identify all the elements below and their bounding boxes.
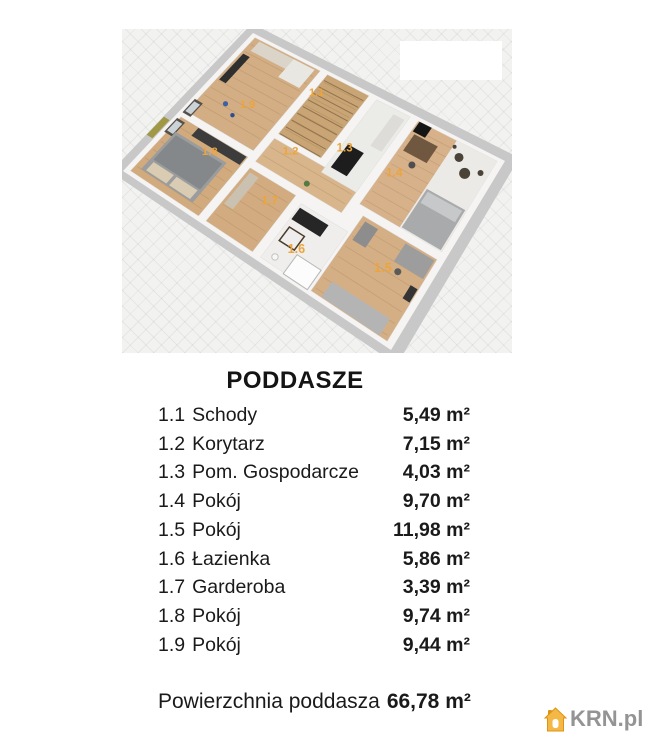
room-id: 1.2 [158, 432, 186, 455]
room-name: Schody [192, 403, 258, 426]
room-label-1.1: 1.1 [308, 87, 324, 100]
room-label-1.7: 1.7 [261, 193, 279, 208]
room-id: 1.9 [158, 633, 186, 656]
krn-watermark [543, 704, 643, 734]
total-area-line [158, 690, 471, 714]
legend-row [158, 602, 470, 631]
legend-row [158, 631, 470, 660]
room-id: 1.8 [158, 605, 186, 628]
total-area-label: Powierzchnia poddasza [158, 690, 380, 713]
furniture-toilet [272, 254, 278, 260]
floor-plan-image [122, 29, 512, 353]
room-id: 1.5 [158, 518, 186, 541]
room-area: 9,44 m² [402, 633, 470, 656]
furniture-world-map-decal [455, 153, 464, 162]
legend-row [158, 574, 470, 603]
furniture-chair [408, 162, 415, 169]
room-label-1.5: 1.5 [373, 259, 392, 275]
legend-row [158, 487, 470, 516]
furniture-chair [394, 268, 401, 275]
house-icon [543, 706, 568, 733]
furniture-plant [304, 181, 310, 187]
legend-row [158, 545, 470, 574]
room-area: 9,74 m² [402, 605, 470, 628]
room-name: Pom. Gospodarcze [192, 461, 360, 484]
room-label-1.2: 1.2 [282, 145, 299, 158]
furniture-world-map-decal [453, 145, 457, 149]
furniture-world-map-decal [478, 170, 484, 176]
room-label-1.6: 1.6 [287, 241, 306, 256]
room-name: Pokój [192, 633, 241, 656]
room-id: 1.4 [158, 490, 186, 513]
room-area: 7,15 m² [402, 432, 470, 455]
room-id: 1.7 [158, 576, 186, 599]
room-label-1.9: 1.9 [240, 98, 256, 111]
room-area: 4,03 m² [402, 461, 470, 484]
room-area: 5,86 m² [402, 547, 470, 570]
room-id: 1.3 [158, 461, 186, 484]
room-area: 3,39 m² [402, 576, 470, 599]
legend-row [158, 401, 470, 430]
furniture-chair [223, 101, 228, 106]
room-area: 9,70 m² [402, 490, 470, 513]
total-area-value: 66,78 m² [386, 690, 471, 713]
room-name: Pokój [192, 605, 241, 628]
furniture-chair [230, 113, 234, 117]
furniture-world-map-decal [459, 168, 470, 179]
room-label-1.8: 1.8 [201, 145, 218, 158]
room-name: Łazienka [192, 547, 271, 570]
room-area: 5,49 m² [402, 403, 470, 426]
krn-brand-text: KRN.pl [570, 706, 644, 731]
room-name: Pokój [192, 490, 241, 513]
legend-row [158, 516, 470, 545]
legend-row [158, 430, 470, 459]
room-label-1.4: 1.4 [386, 165, 403, 180]
page-title: PODDASZE [226, 367, 364, 394]
room-area: 11,98 m² [393, 518, 470, 541]
legend-row [158, 459, 470, 488]
room-name: Garderoba [192, 576, 286, 599]
room-name: Pokój [192, 518, 241, 541]
room-id: 1.6 [158, 547, 186, 570]
room-id: 1.1 [158, 403, 186, 426]
room-legend [158, 401, 470, 660]
white-cover-patch [400, 41, 502, 80]
room-name: Korytarz [192, 432, 265, 455]
floor-plan-3d-render [122, 29, 512, 353]
room-label-1.3: 1.3 [336, 142, 353, 155]
